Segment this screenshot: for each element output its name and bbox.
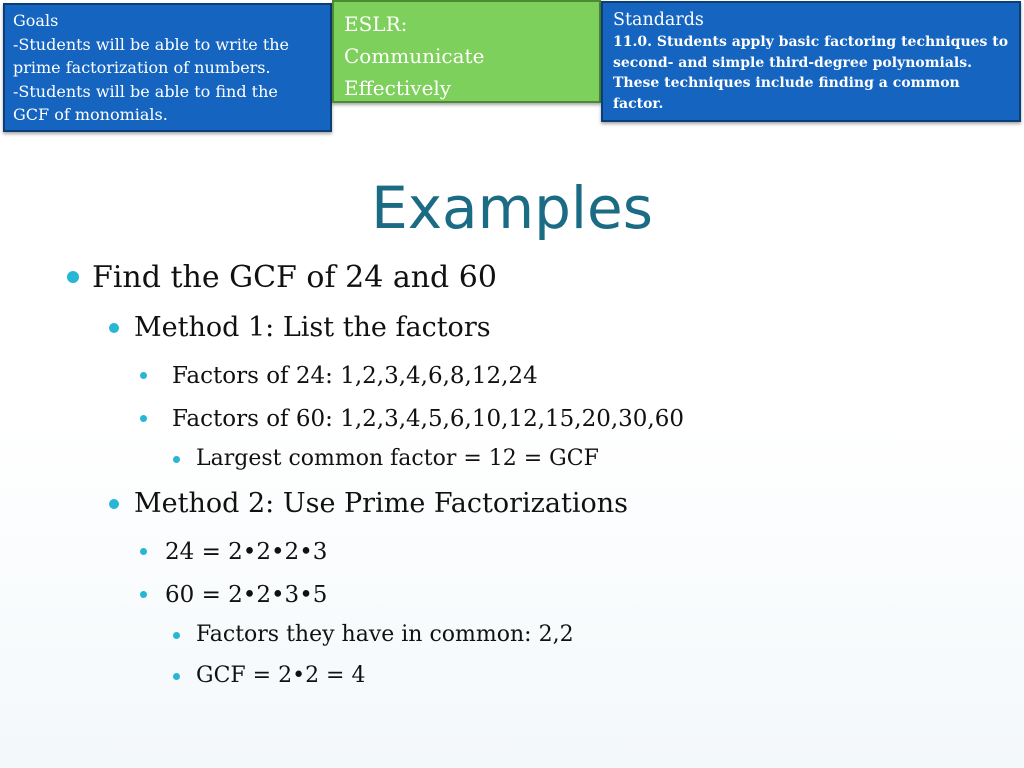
goals-line: -Students will be able to find the xyxy=(13,81,278,101)
bullet-dot-icon xyxy=(173,673,180,680)
goals-line: -Students will be able to write the xyxy=(13,34,290,54)
bullet-dot-icon xyxy=(140,548,147,555)
bullet-dot-icon xyxy=(67,271,79,283)
standards-box xyxy=(601,1,1021,122)
standards-line: 11.0. Students apply basic factoring techniques to xyxy=(613,34,1009,50)
bullet-dot-icon xyxy=(109,499,119,509)
bullet-level2: Method 2: Use Prime Factorizations xyxy=(134,488,628,519)
eslr-line: Communicate xyxy=(344,44,485,68)
goals-box xyxy=(3,3,332,132)
bullet-level4: Factors they have in common: 2,2 xyxy=(196,622,574,647)
goals-line: prime factorization of numbers. xyxy=(13,58,271,77)
standards-title: Standards xyxy=(613,10,704,30)
standards-line: These techniques include finding a common xyxy=(613,75,960,91)
bullet-level4: Largest common factor = 12 = GCF xyxy=(196,446,599,471)
goals-line: GCF of monomials. xyxy=(13,105,168,124)
bullet-level2: Method 1: List the factors xyxy=(134,312,491,343)
slide-title: Examples xyxy=(371,174,653,242)
bullet-dot-icon xyxy=(173,456,180,463)
standards-line: second- and simple third-degree polynomials. xyxy=(613,54,972,71)
bullet-dot-icon xyxy=(140,372,147,379)
bullet-level4: GCF = 2•2 = 4 xyxy=(196,663,366,688)
bullet-dot-icon xyxy=(140,591,147,598)
bullet-dot-icon xyxy=(140,415,147,422)
goals-title: Goals xyxy=(13,11,59,30)
bullet-level3: Factors of 24: 1,2,3,4,6,8,12,24 xyxy=(172,363,538,389)
bullet-level1: Find the GCF of 24 and 60 xyxy=(92,260,497,295)
eslr-box xyxy=(332,0,601,103)
bullet-dot-icon xyxy=(109,323,119,333)
bullet-level3: Factors of 60: 1,2,3,4,5,6,10,12,15,20,30,60 xyxy=(172,406,685,432)
bullet-dot-icon xyxy=(173,632,180,639)
eslr-line: ESLR: xyxy=(344,12,408,36)
bullet-level3: 24 = 2•2•2•3 xyxy=(165,539,328,565)
eslr-line: Effectively xyxy=(344,76,452,100)
bullet-level3: 60 = 2•2•3•5 xyxy=(165,582,328,608)
standards-line: factor. xyxy=(613,95,664,112)
